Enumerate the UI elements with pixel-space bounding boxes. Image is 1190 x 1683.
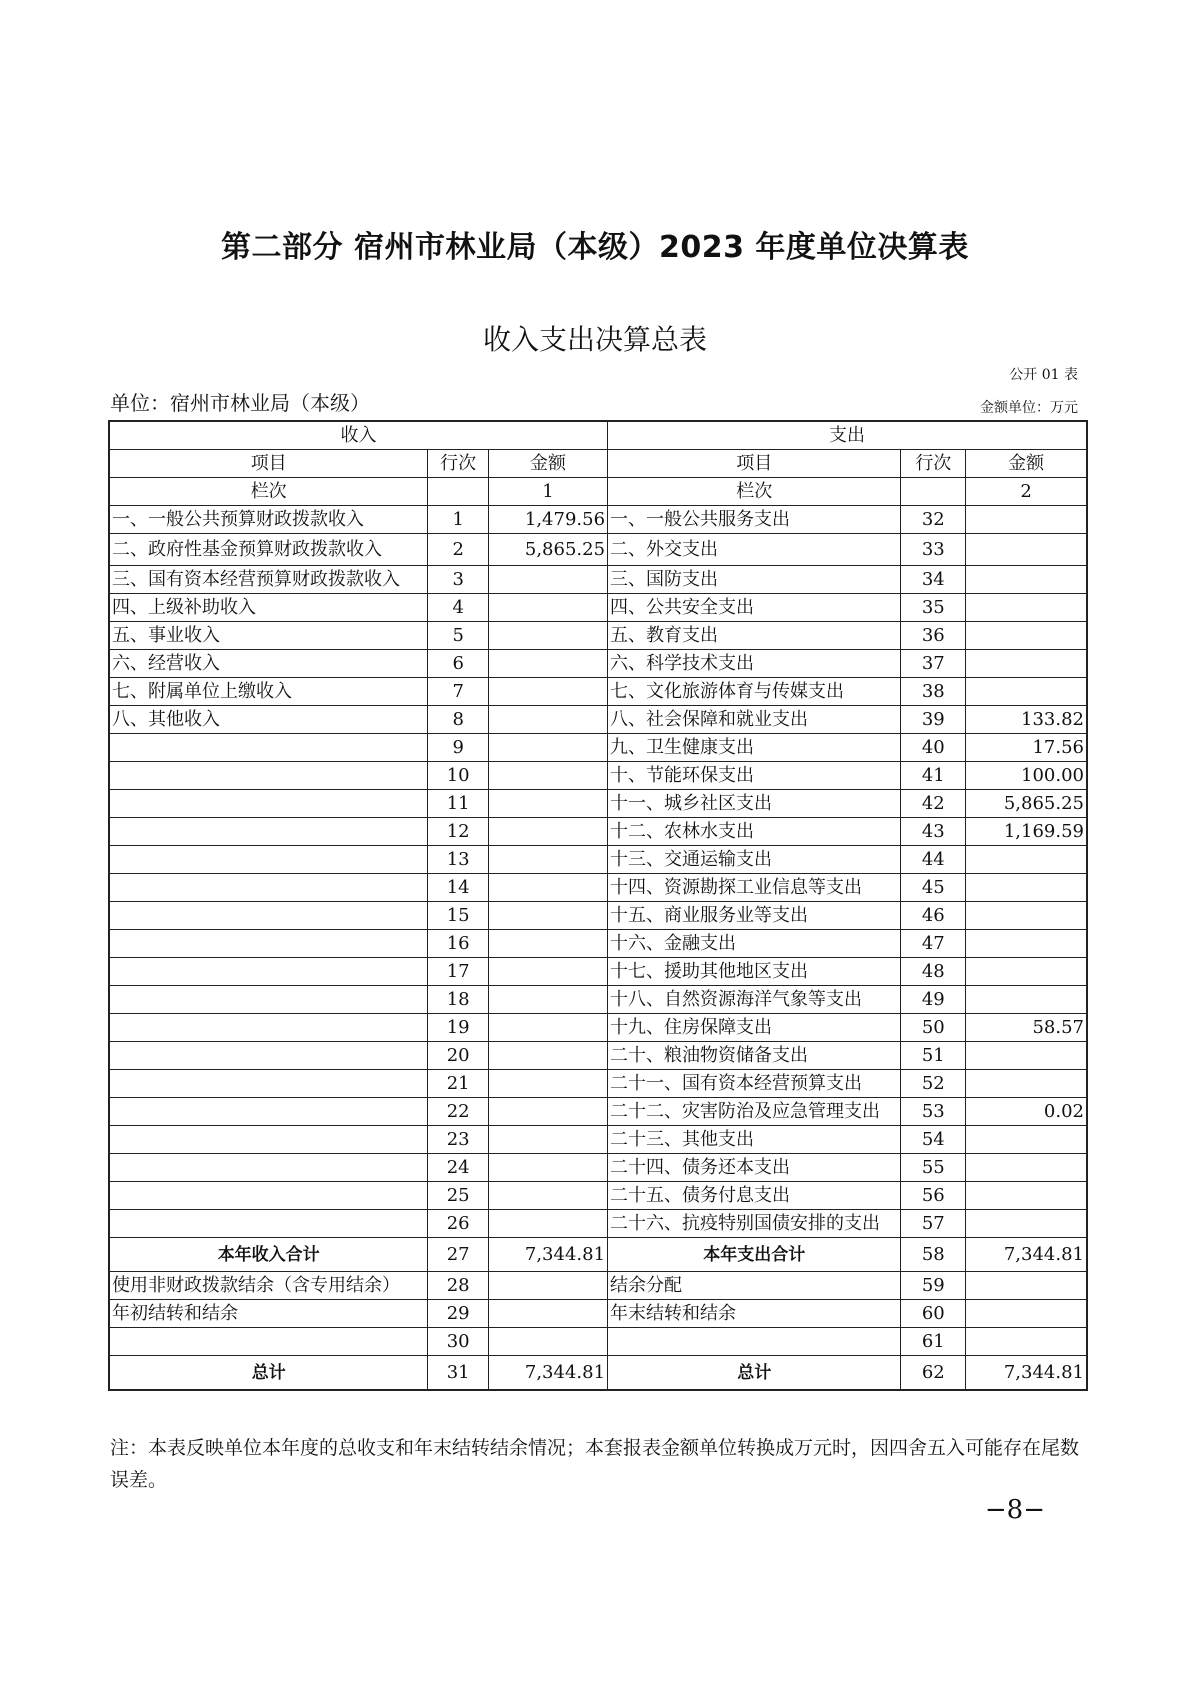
expense-amount-cell: 0.02 [966, 1098, 1087, 1126]
table-title: 收入支出决算总表 [482, 323, 707, 356]
income-col-index: 1 [488, 478, 607, 506]
expense-col-index: 2 [966, 478, 1087, 506]
table-row [109, 958, 1087, 986]
expense-amount-cell [966, 1042, 1087, 1070]
expense-row-no-cell: 40 [901, 734, 966, 762]
expense-row-no-cell: 46 [901, 902, 966, 930]
expense-section-header: 支出 [608, 421, 1087, 450]
expense-row-no-cell: 35 [901, 594, 966, 622]
expense-row-no-cell: 33 [901, 534, 966, 566]
expense-amount-cell [966, 566, 1087, 594]
expense-row-no-header: 行次 [901, 450, 966, 478]
table-row [109, 1356, 1087, 1391]
income-expense-table [108, 420, 1088, 1391]
expense-amount-cell [966, 1154, 1087, 1182]
expense-item-cell: 五、教育支出 [608, 622, 901, 650]
income-amount-cell [488, 1014, 607, 1042]
table-row [109, 678, 1087, 706]
income-amount-cell [488, 762, 607, 790]
income-item-cell: 年初结转和结余 [109, 1300, 428, 1328]
expense-row-no-cell: 45 [901, 874, 966, 902]
expense-amount-cell: 7,344.81 [966, 1238, 1087, 1272]
expense-item-cell [608, 1328, 901, 1356]
form-number: 公开 01 表 [1009, 367, 1078, 383]
income-item-cell [109, 958, 428, 986]
expense-item-cell: 十七、援助其他地区支出 [608, 958, 901, 986]
income-amount-cell [488, 1098, 607, 1126]
expense-amount-cell [966, 930, 1087, 958]
income-item-cell: 二、政府性基金预算财政拨款收入 [109, 534, 428, 566]
income-row-no-cell: 27 [428, 1238, 489, 1272]
table-row [109, 650, 1087, 678]
income-row-no-cell: 19 [428, 1014, 489, 1042]
income-row-no-cell: 23 [428, 1126, 489, 1154]
expense-item-cell: 二十六、抗疫特别国债安排的支出 [608, 1210, 901, 1238]
expense-amount-cell [966, 622, 1087, 650]
income-amount-cell [488, 1210, 607, 1238]
expense-amount-cell [966, 846, 1087, 874]
income-row-no-cell: 20 [428, 1042, 489, 1070]
income-row-no-cell: 5 [428, 622, 489, 650]
expense-row-no-cell: 43 [901, 818, 966, 846]
expense-item-cell: 十九、住房保障支出 [608, 1014, 901, 1042]
income-amount-cell [488, 986, 607, 1014]
expense-item-cell: 九、卫生健康支出 [608, 734, 901, 762]
income-item-cell [109, 930, 428, 958]
income-item-cell [109, 1182, 428, 1210]
income-row-no-cell: 6 [428, 650, 489, 678]
income-row-no-cell: 26 [428, 1210, 489, 1238]
income-amount-cell [488, 734, 607, 762]
income-item-cell [109, 1014, 428, 1042]
expense-amount-cell [966, 1126, 1087, 1154]
expense-amount-cell [966, 902, 1087, 930]
expense-amount-cell: 1,169.59 [966, 818, 1087, 846]
income-row-no-cell: 24 [428, 1154, 489, 1182]
expense-item-cell: 二十、粮油物资储备支出 [608, 1042, 901, 1070]
expense-amount-cell: 5,865.25 [966, 790, 1087, 818]
expense-row-no-cell: 53 [901, 1098, 966, 1126]
expense-item-cell: 十二、农林水支出 [608, 818, 901, 846]
currency-unit: 金额单位：万元 [980, 400, 1078, 416]
expense-row-no-cell: 34 [901, 566, 966, 594]
table-row [109, 818, 1087, 846]
table-row [109, 506, 1087, 534]
income-amount-cell: 7,344.81 [488, 1356, 607, 1391]
expense-row-no-cell: 62 [901, 1356, 966, 1391]
income-item-cell [109, 734, 428, 762]
income-item-cell: 一、一般公共预算财政拨款收入 [109, 506, 428, 534]
expense-amount-cell [966, 506, 1087, 534]
expense-row-no-cell: 32 [901, 506, 966, 534]
page-number: −8− [984, 1495, 1045, 1525]
expense-item-cell: 二十二、灾害防治及应急管理支出 [608, 1098, 901, 1126]
expense-row-no-cell: 48 [901, 958, 966, 986]
income-row-no-cell: 9 [428, 734, 489, 762]
expense-amount-cell [966, 958, 1087, 986]
expense-row-no-cell: 61 [901, 1328, 966, 1356]
income-amount-cell [488, 874, 607, 902]
income-item-cell: 本年收入合计 [109, 1238, 428, 1272]
income-amount-cell [488, 1042, 607, 1070]
expense-amount-cell [966, 594, 1087, 622]
expense-item-cell: 二、外交支出 [608, 534, 901, 566]
expense-item-cell: 十六、金融支出 [608, 930, 901, 958]
expense-amount-cell [966, 1328, 1087, 1356]
income-item-cell: 总计 [109, 1356, 428, 1391]
table-row [109, 874, 1087, 902]
income-item-cell [109, 1328, 428, 1356]
income-item-cell [109, 1098, 428, 1126]
expense-amount-cell: 133.82 [966, 706, 1087, 734]
income-item-cell: 四、上级补助收入 [109, 594, 428, 622]
footnote: 注：本表反映单位本年度的总收支和年末结转结余情况；本套报表金额单位转换成万元时，因四舍五入可能存在尾数误差。 [110, 1437, 1080, 1491]
table-row [109, 762, 1087, 790]
income-amount-cell [488, 1126, 607, 1154]
expense-row-no-cell: 60 [901, 1300, 966, 1328]
income-row-no-cell: 11 [428, 790, 489, 818]
income-col-blank [428, 478, 489, 506]
income-row-no-cell: 25 [428, 1182, 489, 1210]
column-header-row [109, 450, 1087, 478]
income-item-cell [109, 874, 428, 902]
income-row-no-cell: 8 [428, 706, 489, 734]
part-title: 第二部分 宿州市林业局（本级）2023 年度单位决算表 [221, 230, 969, 265]
income-amount-cell: 5,865.25 [488, 534, 607, 566]
income-item-cell: 七、附属单位上缴收入 [109, 678, 428, 706]
expense-row-no-cell: 52 [901, 1070, 966, 1098]
table-row [109, 1238, 1087, 1272]
expense-row-no-cell: 39 [901, 706, 966, 734]
income-item-cell [109, 818, 428, 846]
expense-amount-cell [966, 534, 1087, 566]
expense-amount-cell [966, 1070, 1087, 1098]
income-item-cell [109, 1042, 428, 1070]
expense-row-no-cell: 44 [901, 846, 966, 874]
expense-row-no-cell: 49 [901, 986, 966, 1014]
income-amount-cell [488, 902, 607, 930]
expense-amount-cell [966, 1182, 1087, 1210]
income-amount-cell: 1,479.56 [488, 506, 607, 534]
expense-item-cell: 七、文化旅游体育与传媒支出 [608, 678, 901, 706]
income-row-no-cell: 30 [428, 1328, 489, 1356]
expense-row-no-cell: 37 [901, 650, 966, 678]
income-amount-header: 金额 [488, 450, 607, 478]
table-row [109, 534, 1087, 566]
income-amount-cell [488, 1300, 607, 1328]
expense-col-blank [901, 478, 966, 506]
expense-amount-cell: 58.57 [966, 1014, 1087, 1042]
income-section-header: 收入 [109, 421, 608, 450]
expense-item-cell: 总计 [608, 1356, 901, 1391]
expense-item-cell: 十五、商业服务业等支出 [608, 902, 901, 930]
income-item-cell: 使用非财政拨款结余（含专用结余） [109, 1272, 428, 1300]
table-row [109, 1014, 1087, 1042]
expense-item-cell: 十八、自然资源海洋气象等支出 [608, 986, 901, 1014]
column-index-row [109, 478, 1087, 506]
table-row [109, 1182, 1087, 1210]
income-amount-cell [488, 706, 607, 734]
expense-row-no-cell: 38 [901, 678, 966, 706]
expense-item-cell: 二十五、债务付息支出 [608, 1182, 901, 1210]
income-amount-cell [488, 1182, 607, 1210]
reporting-unit: 单位：宿州市林业局（本级） [110, 391, 370, 415]
expense-amount-cell [966, 1272, 1087, 1300]
expense-amount-cell: 100.00 [966, 762, 1087, 790]
table-row [109, 1098, 1087, 1126]
income-amount-cell [488, 1154, 607, 1182]
income-amount-cell [488, 1272, 607, 1300]
income-row-no-cell: 12 [428, 818, 489, 846]
table-row [109, 734, 1087, 762]
table-row [109, 1154, 1087, 1182]
income-row-no-header: 行次 [428, 450, 489, 478]
expense-item-cell: 本年支出合计 [608, 1238, 901, 1272]
expense-item-cell: 十一、城乡社区支出 [608, 790, 901, 818]
income-item-cell [109, 902, 428, 930]
income-item-cell [109, 762, 428, 790]
income-amount-cell [488, 790, 607, 818]
income-row-no-cell: 22 [428, 1098, 489, 1126]
expense-item-cell: 八、社会保障和就业支出 [608, 706, 901, 734]
expense-amount-cell [966, 1300, 1087, 1328]
income-row-no-cell: 3 [428, 566, 489, 594]
income-row-no-cell: 28 [428, 1272, 489, 1300]
income-row-no-cell: 14 [428, 874, 489, 902]
income-item-cell: 五、事业收入 [109, 622, 428, 650]
table-row [109, 930, 1087, 958]
income-row-no-cell: 18 [428, 986, 489, 1014]
income-row-no-cell: 15 [428, 902, 489, 930]
income-row-no-cell: 31 [428, 1356, 489, 1391]
expense-item-cell: 二十一、国有资本经营预算支出 [608, 1070, 901, 1098]
expense-amount-cell [966, 986, 1087, 1014]
expense-row-no-cell: 59 [901, 1272, 966, 1300]
income-row-no-cell: 13 [428, 846, 489, 874]
income-col-label: 栏次 [109, 478, 428, 506]
income-item-cell: 六、经营收入 [109, 650, 428, 678]
expense-row-no-cell: 50 [901, 1014, 966, 1042]
expense-item-cell: 六、科学技术支出 [608, 650, 901, 678]
expense-item-cell: 一、一般公共服务支出 [608, 506, 901, 534]
income-row-no-cell: 17 [428, 958, 489, 986]
income-row-no-cell: 10 [428, 762, 489, 790]
income-row-no-cell: 7 [428, 678, 489, 706]
income-amount-cell [488, 1328, 607, 1356]
income-row-no-cell: 2 [428, 534, 489, 566]
expense-row-no-cell: 42 [901, 790, 966, 818]
table-row [109, 622, 1087, 650]
income-item-cell [109, 846, 428, 874]
expense-col-label: 栏次 [608, 478, 901, 506]
income-item-cell [109, 1210, 428, 1238]
income-item-header: 项目 [109, 450, 428, 478]
expense-amount-cell [966, 650, 1087, 678]
expense-item-cell: 结余分配 [608, 1272, 901, 1300]
income-item-cell [109, 1126, 428, 1154]
expense-item-cell: 二十四、债务还本支出 [608, 1154, 901, 1182]
income-row-no-cell: 21 [428, 1070, 489, 1098]
expense-item-cell: 四、公共安全支出 [608, 594, 901, 622]
expense-row-no-cell: 56 [901, 1182, 966, 1210]
expense-amount-header: 金额 [966, 450, 1087, 478]
table-row [109, 902, 1087, 930]
income-item-cell: 三、国有资本经营预算财政拨款收入 [109, 566, 428, 594]
table-row [109, 1272, 1087, 1300]
expense-row-no-cell: 47 [901, 930, 966, 958]
expense-row-no-cell: 57 [901, 1210, 966, 1238]
income-row-no-cell: 29 [428, 1300, 489, 1328]
table-row [109, 1300, 1087, 1328]
table-row [109, 1210, 1087, 1238]
expense-row-no-cell: 51 [901, 1042, 966, 1070]
table-row [109, 1328, 1087, 1356]
table-row [109, 1126, 1087, 1154]
expense-row-no-cell: 54 [901, 1126, 966, 1154]
expense-row-no-cell: 55 [901, 1154, 966, 1182]
income-amount-cell [488, 678, 607, 706]
table-row [109, 846, 1087, 874]
expense-row-no-cell: 58 [901, 1238, 966, 1272]
income-amount-cell [488, 594, 607, 622]
expense-amount-cell: 17.56 [966, 734, 1087, 762]
income-item-cell [109, 1154, 428, 1182]
expense-item-cell: 十三、交通运输支出 [608, 846, 901, 874]
expense-item-cell: 三、国防支出 [608, 566, 901, 594]
section-header-row [109, 421, 1087, 450]
table-row [109, 790, 1087, 818]
income-amount-cell [488, 1070, 607, 1098]
income-row-no-cell: 4 [428, 594, 489, 622]
income-row-no-cell: 1 [428, 506, 489, 534]
income-amount-cell [488, 958, 607, 986]
income-amount-cell [488, 566, 607, 594]
expense-item-cell: 十四、资源勘探工业信息等支出 [608, 874, 901, 902]
income-amount-cell [488, 846, 607, 874]
table-row [109, 1042, 1087, 1070]
expense-amount-cell [966, 874, 1087, 902]
expense-item-cell: 二十三、其他支出 [608, 1126, 901, 1154]
expense-item-cell: 十、节能环保支出 [608, 762, 901, 790]
expense-row-no-cell: 41 [901, 762, 966, 790]
income-amount-cell: 7,344.81 [488, 1238, 607, 1272]
expense-amount-cell [966, 678, 1087, 706]
income-item-cell: 八、其他收入 [109, 706, 428, 734]
table-row [109, 706, 1087, 734]
table-row [109, 594, 1087, 622]
expense-row-no-cell: 36 [901, 622, 966, 650]
income-item-cell [109, 1070, 428, 1098]
expense-item-header: 项目 [608, 450, 901, 478]
expense-amount-cell: 7,344.81 [966, 1356, 1087, 1391]
income-amount-cell [488, 818, 607, 846]
income-amount-cell [488, 930, 607, 958]
income-amount-cell [488, 622, 607, 650]
expense-item-cell: 年末结转和结余 [608, 1300, 901, 1328]
income-item-cell [109, 790, 428, 818]
income-item-cell [109, 986, 428, 1014]
income-row-no-cell: 16 [428, 930, 489, 958]
table-row [109, 566, 1087, 594]
table-row [109, 1070, 1087, 1098]
income-amount-cell [488, 650, 607, 678]
table-row [109, 986, 1087, 1014]
expense-amount-cell [966, 1210, 1087, 1238]
